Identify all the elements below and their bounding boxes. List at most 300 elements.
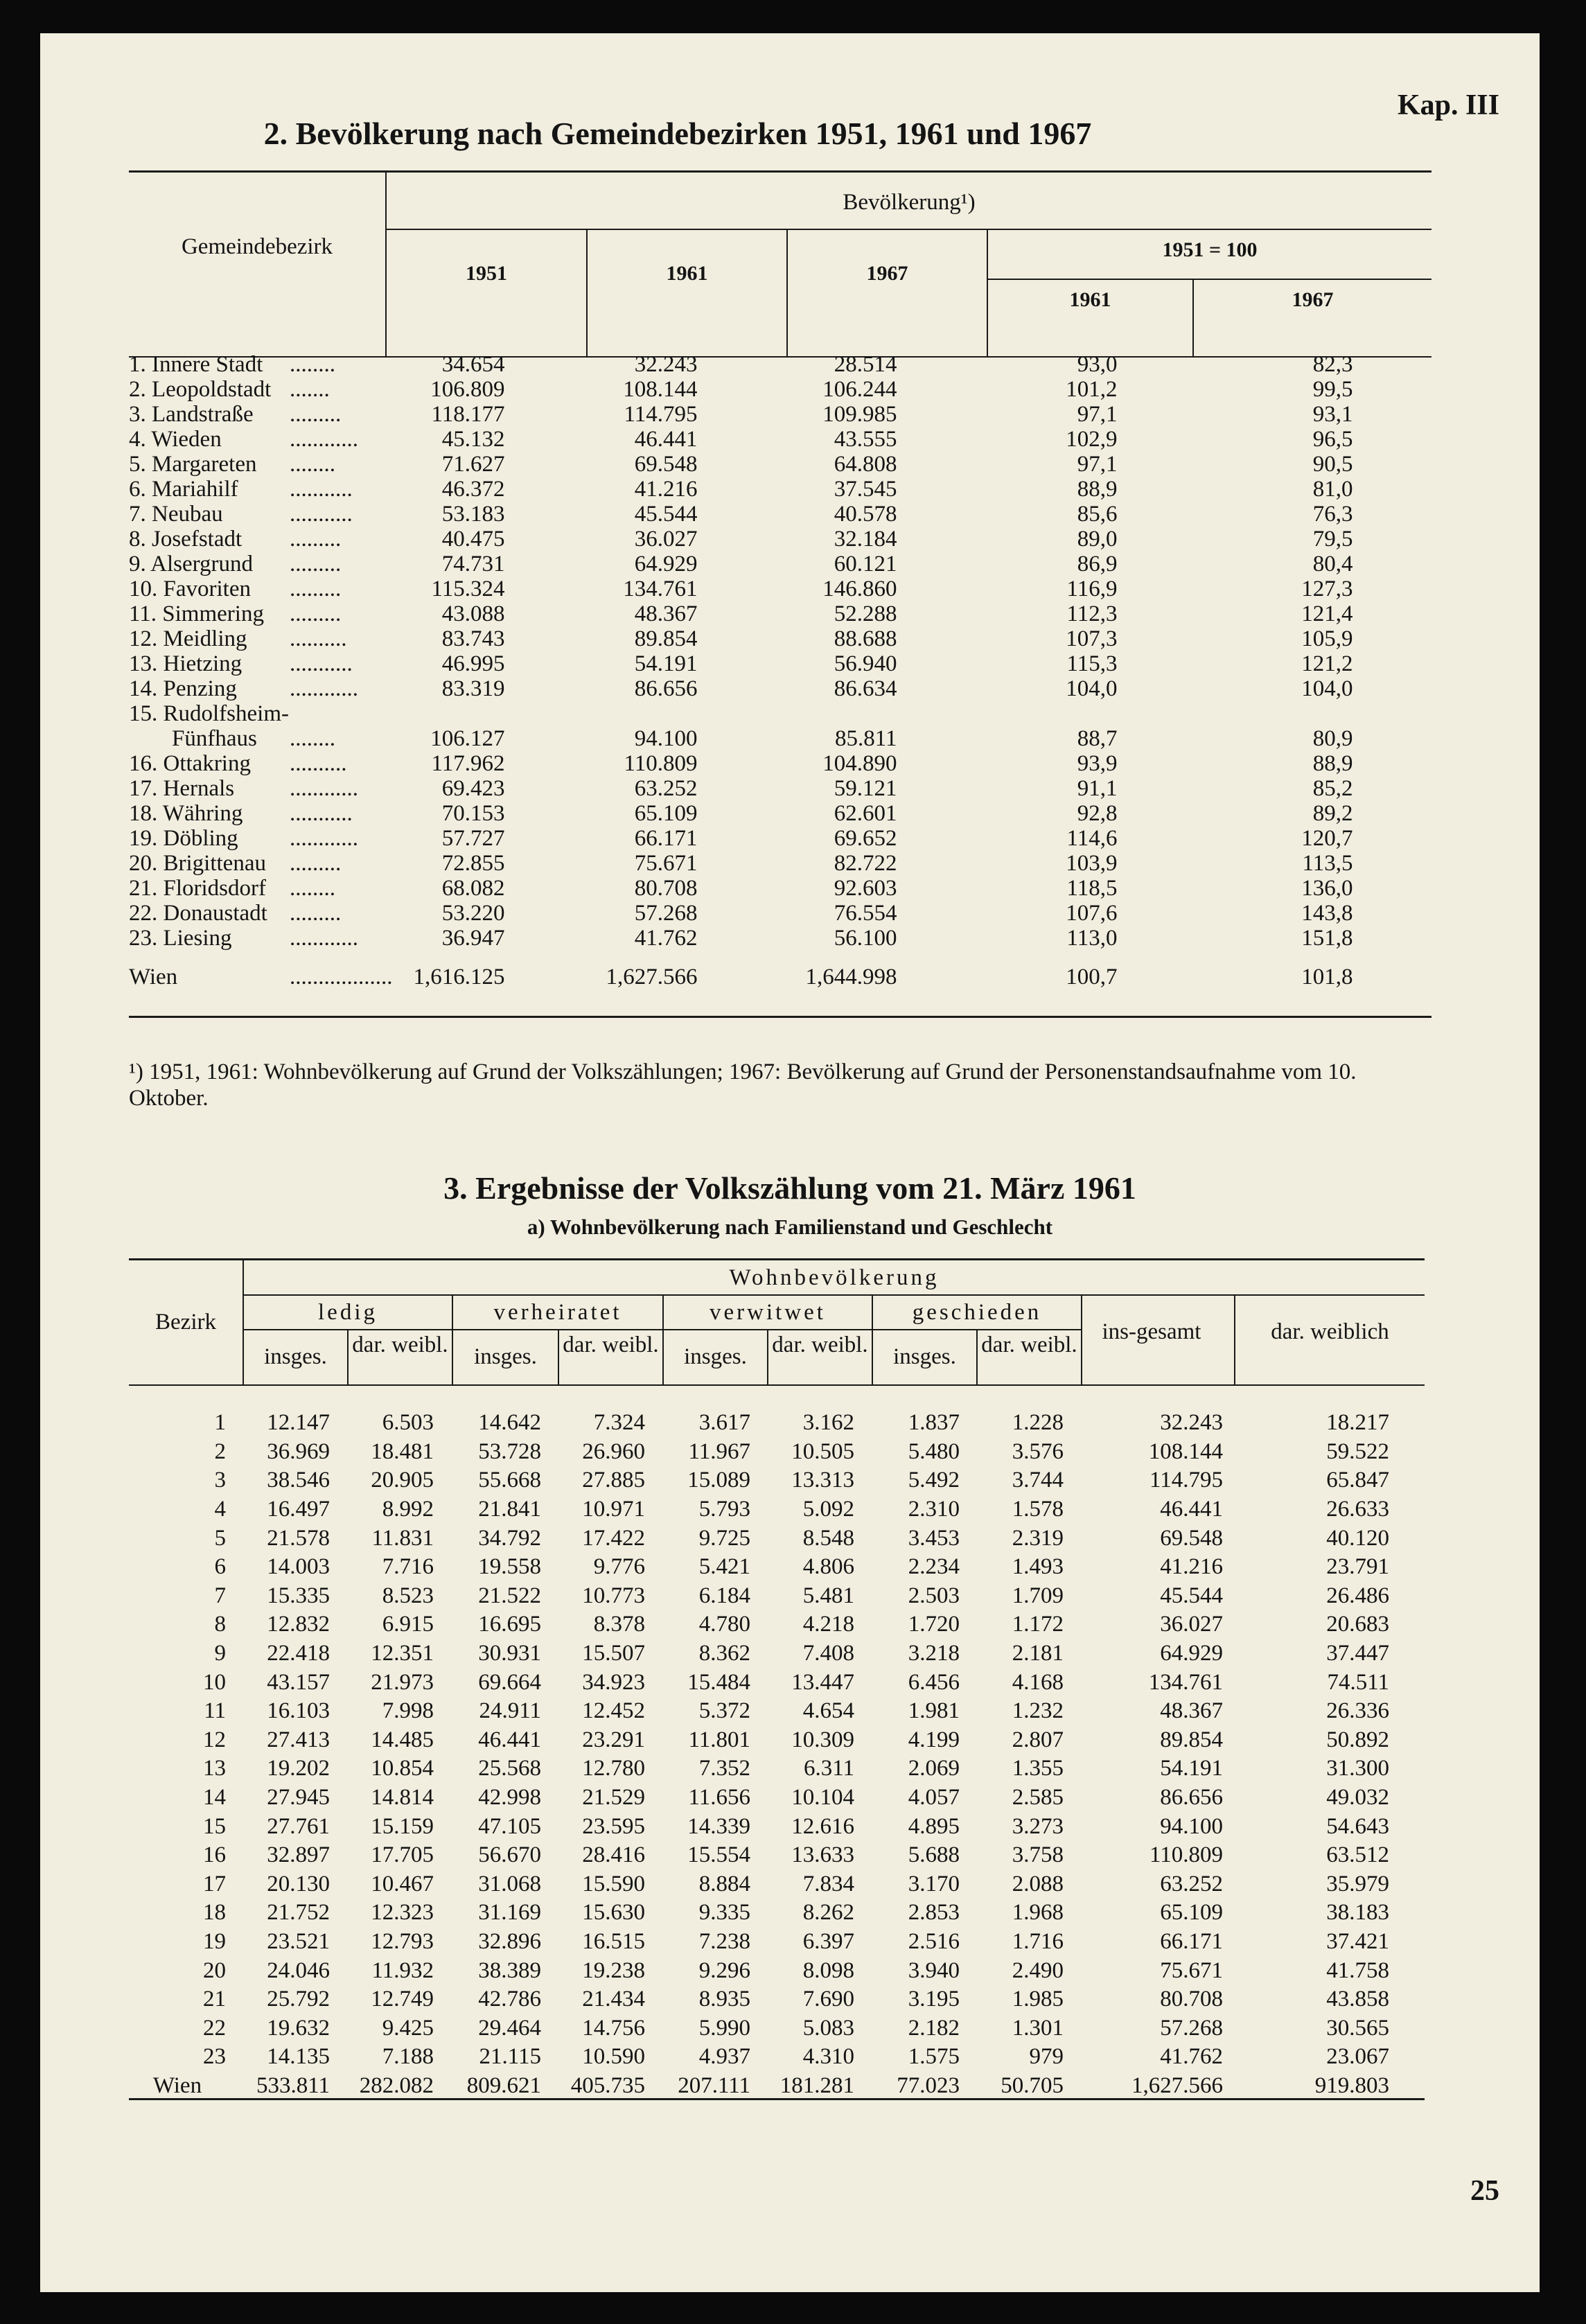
cell-i1967: 88,9	[1312, 751, 1353, 776]
table-row	[129, 876, 1353, 901]
cell-value: 7.408	[802, 1641, 854, 1666]
cell-value: 4.057	[908, 1785, 960, 1811]
cell-i1967: 101,8	[1301, 965, 1353, 989]
cell-value: 21.522	[478, 1583, 541, 1608]
cell-p1951	[393, 701, 505, 726]
cell-value: 16.497	[267, 1497, 330, 1522]
cell-dots: ............	[290, 427, 358, 452]
page-number: 25	[1470, 2175, 1499, 2207]
cell-p1967	[698, 701, 897, 726]
cell-p1967: 88.688	[834, 626, 897, 651]
cell-i1967: 90,5	[1312, 452, 1353, 477]
cell-value: 80.708	[1160, 1987, 1223, 2012]
cell-p1951: 40.475	[441, 527, 505, 552]
cell-i1961: 89,0	[1077, 527, 1118, 552]
cell-bezirk: 2	[214, 1438, 226, 1464]
cell-i1967: 93,1	[1312, 402, 1353, 427]
cell-value: 17.422	[582, 1525, 645, 1551]
table3-title: 3. Ergebnisse der Volkszählung vom 21. März 1961	[443, 1170, 1136, 1206]
cell-dots: .........	[290, 552, 342, 576]
cell-value: 6.184	[698, 1583, 750, 1608]
cell-value: 5.372	[698, 1698, 750, 1724]
cell-value: 12.323	[371, 1900, 434, 1926]
rule	[244, 1294, 1425, 1296]
cell-value: 6.397	[802, 1928, 854, 1954]
rule	[129, 2098, 1425, 2100]
cell-i1961: 97,1	[1077, 452, 1118, 477]
table-row	[129, 1726, 1389, 1755]
cell-bezirk: 5	[214, 1525, 226, 1551]
col-darweibl: dar. weibl.	[772, 1332, 868, 1357]
table-row	[129, 951, 1353, 989]
cell-name: 9. Alsergrund	[129, 552, 254, 576]
table-row	[129, 1870, 1389, 1899]
cell-p1967: 43.555	[834, 427, 897, 452]
cell-p1967: 56.940	[834, 651, 897, 676]
cell-i1967: 151,8	[1301, 926, 1353, 951]
cell-p1951: 106.127	[430, 726, 505, 751]
cell-p1967: 104.890	[822, 751, 897, 776]
cell-p1951: 69.423	[441, 776, 505, 801]
cell-value: 41.216	[1160, 1554, 1223, 1580]
cell-value: 43.157	[267, 1669, 330, 1695]
cell-value: 3.758	[1012, 1842, 1064, 1868]
cell-value: 12.616	[791, 1813, 854, 1839]
cell-value: 32.243	[1160, 1410, 1223, 1436]
cell-value: 405.735	[570, 2072, 645, 2098]
group-verwitwet: verwitwet	[710, 1300, 826, 1325]
cell-p1961: 1,627.566	[606, 965, 698, 989]
cell-value: 10.971	[582, 1497, 645, 1522]
cell-p1961: 114.795	[624, 402, 698, 427]
cell-value: 41.762	[1160, 2044, 1223, 2070]
cell-dots: ............	[290, 676, 358, 701]
cell-p1951: 45.132	[441, 427, 505, 452]
cell-dots: .......	[290, 377, 330, 402]
table-row	[129, 402, 1353, 427]
col-bezirk: Bezirk	[155, 1310, 216, 1335]
cell-value: 8.378	[593, 1612, 645, 1637]
cell-i1967: 89,2	[1312, 801, 1353, 826]
cell-value: 3.744	[1012, 1468, 1064, 1493]
cell-value: 66.171	[1160, 1928, 1223, 1954]
table-row	[129, 701, 1353, 726]
cell-value: 20.683	[1326, 1612, 1389, 1637]
cell-i1967: 82,3	[1312, 352, 1353, 377]
cell-value: 4.806	[802, 1554, 854, 1580]
cell-value: 3.576	[1012, 1438, 1064, 1464]
cell-bezirk: 3	[214, 1468, 226, 1493]
cell-value: 63.252	[1160, 1871, 1223, 1896]
cell-bezirk: 22	[203, 2015, 226, 2041]
cell-dots: ............	[290, 926, 358, 951]
cell-value: 9.725	[698, 1525, 750, 1551]
cell-name: 8. Josefstadt	[129, 527, 243, 552]
cell-value: 21.434	[582, 1987, 645, 2012]
table-row	[129, 552, 1353, 576]
cell-value: 46.441	[1160, 1497, 1223, 1522]
cell-value: 21.841	[478, 1497, 541, 1522]
cell-value: 75.671	[1160, 1957, 1223, 1983]
cell-value: 31.300	[1326, 1756, 1389, 1781]
cell-value: 36.969	[267, 1438, 330, 1464]
table-row	[129, 1812, 1389, 1841]
table-row	[129, 452, 1353, 477]
cell-value: 15.484	[687, 1669, 750, 1695]
cell-p1961: 94.100	[634, 726, 698, 751]
cell-value: 3.940	[908, 1957, 960, 1983]
cell-p1967: 146.860	[822, 576, 897, 601]
table-row	[129, 1985, 1389, 2014]
cell-p1961: 86.656	[634, 676, 698, 701]
col-index: 1951 = 100	[1162, 238, 1258, 261]
cell-value: 50.892	[1326, 1727, 1389, 1752]
cell-value: 19.632	[267, 2015, 330, 2041]
cell-value: 15.335	[267, 1583, 330, 1608]
cell-value: 15.159	[371, 1813, 434, 1839]
cell-p1967: 1,644.998	[805, 965, 897, 989]
col-1951: 1951	[466, 262, 507, 285]
cell-value: 10.505	[791, 1438, 854, 1464]
table-row	[129, 527, 1353, 552]
table-row	[129, 1553, 1389, 1582]
cell-value: 110.809	[1149, 1842, 1223, 1868]
cell-i1967: 80,4	[1312, 552, 1353, 576]
cell-name: 7. Neubau	[129, 502, 223, 527]
cell-value: 32.896	[478, 1928, 541, 1954]
cell-value: 23.791	[1326, 1554, 1389, 1580]
cell-p1951: 68.082	[441, 876, 505, 901]
cell-value: 27.761	[267, 1813, 330, 1839]
cell-value: 24.911	[479, 1698, 541, 1724]
cell-value: 15.590	[582, 1871, 645, 1896]
cell-value: 31.169	[478, 1900, 541, 1926]
cell-value: 6.456	[908, 1669, 960, 1695]
cell-value: 6.503	[382, 1410, 434, 1436]
cell-p1967: 82.722	[834, 851, 897, 876]
table-row	[129, 826, 1353, 851]
table3-subtitle: a) Wohnbevölkerung nach Familienstand und Geschlecht	[527, 1215, 1053, 1239]
cell-value: 21.115	[479, 2044, 541, 2070]
cell-p1951: 83.743	[441, 626, 505, 651]
cell-value: 20.905	[371, 1468, 434, 1493]
cell-p1961: 65.109	[634, 801, 698, 826]
cell-p1967: 92.603	[834, 876, 897, 901]
cell-value: 36.027	[1160, 1612, 1223, 1637]
cell-value: 13.447	[791, 1669, 854, 1695]
cell-value: 207.111	[678, 2072, 750, 2098]
cell-value: 1,627.566	[1131, 2072, 1223, 2098]
cell-i1967: 127,3	[1301, 576, 1353, 601]
cell-name: 10. Favoriten	[129, 576, 251, 601]
cell-value: 3.170	[908, 1871, 960, 1896]
table-row	[129, 576, 1353, 601]
table-row	[129, 776, 1353, 801]
cell-value: 7.324	[593, 1410, 645, 1436]
cell-value: 8.884	[698, 1871, 750, 1896]
cell-value: 6.311	[803, 1756, 854, 1781]
cell-value: 12.749	[371, 1987, 434, 2012]
cell-i1961: 97,1	[1077, 402, 1118, 427]
cell-value: 37.421	[1326, 1928, 1389, 1954]
cell-value: 26.486	[1326, 1583, 1389, 1608]
col-darweibl: dar. weibl.	[981, 1332, 1077, 1357]
cell-value: 48.367	[1160, 1698, 1223, 1724]
rule	[586, 229, 588, 358]
cell-value: 9.296	[698, 1957, 750, 1983]
cell-p1961: 75.671	[634, 851, 698, 876]
cell-name: 18. Währing	[129, 801, 243, 826]
col-insges: insges.	[893, 1344, 956, 1369]
cell-p1961: 134.761	[623, 576, 698, 601]
cell-value: 3.453	[908, 1525, 960, 1551]
table-row	[129, 377, 1353, 402]
cell-i1967: 121,4	[1301, 601, 1353, 626]
rule	[244, 1329, 1081, 1330]
cell-value: 7.690	[802, 1987, 854, 2012]
cell-dots: ..........	[290, 751, 347, 776]
cell-value: 65.109	[1160, 1900, 1223, 1926]
cell-name: 14. Penzing	[129, 676, 237, 701]
cell-value: 27.885	[582, 1468, 645, 1493]
rule	[129, 1016, 1431, 1018]
cell-value: 1.985	[1012, 1987, 1064, 2012]
cell-value: 37.447	[1326, 1641, 1389, 1666]
cell-value: 11.801	[688, 1727, 750, 1752]
cell-value: 3.218	[908, 1641, 960, 1666]
col-insgesamt: ins-gesamt	[1102, 1319, 1201, 1344]
cell-i1967: 85,2	[1312, 776, 1353, 801]
table-row	[129, 427, 1353, 452]
cell-value: 108.144	[1148, 1438, 1223, 1464]
cell-value: 65.847	[1326, 1468, 1389, 1493]
cell-name: 4. Wieden	[129, 427, 222, 452]
cell-value: 134.761	[1148, 1669, 1223, 1695]
cell-p1967: 109.985	[822, 402, 897, 427]
cell-value: 34.923	[582, 1669, 645, 1695]
cell-i1961: 93,9	[1077, 751, 1118, 776]
cell-name: 6. Mariahilf	[129, 477, 238, 502]
cell-value: 5.990	[698, 2015, 750, 2041]
table-row	[129, 1928, 1389, 1957]
cell-i1961: 101,2	[1066, 377, 1118, 402]
cell-dots: .........	[290, 527, 342, 552]
cell-value: 43.858	[1326, 1987, 1389, 2012]
rule	[129, 1258, 1425, 1260]
cell-value: 1.709	[1012, 1583, 1064, 1608]
cell-p1967: 62.601	[834, 801, 897, 826]
cell-name: Wien	[129, 965, 178, 989]
cell-p1961: 108.144	[623, 377, 698, 402]
cell-value: 10.467	[371, 1871, 434, 1896]
rule	[129, 1384, 1425, 1386]
cell-p1967: 85.811	[834, 726, 897, 751]
table-row	[129, 1668, 1389, 1697]
cell-value: 3.617	[698, 1410, 750, 1436]
cell-dots: .........	[290, 601, 342, 626]
cell-i1967: 99,5	[1312, 377, 1353, 402]
cell-value: 2.182	[908, 2015, 960, 2041]
cell-bezirk: 20	[203, 1957, 226, 1983]
cell-value: 38.389	[478, 1957, 541, 1983]
cell-name: 16. Ottakring	[129, 751, 251, 776]
col-population: Bevölkerung¹)	[843, 190, 976, 215]
cell-value: 1.578	[1012, 1497, 1064, 1522]
cell-p1967: 28.514	[834, 352, 897, 377]
cell-name: 22. Donaustadt	[129, 901, 267, 926]
cell-value: 12.780	[582, 1756, 645, 1781]
cell-i1961: 118,5	[1066, 876, 1118, 901]
table-row	[129, 1495, 1389, 1524]
cell-value: 7.352	[698, 1756, 750, 1781]
cell-i1961: 85,6	[1077, 502, 1118, 527]
table-row	[129, 2072, 1389, 2101]
cell-bezirk: 17	[203, 1871, 226, 1896]
cell-i1961: 102,9	[1066, 427, 1118, 452]
cell-value: 16.515	[582, 1928, 645, 1954]
cell-value: 25.568	[478, 1756, 541, 1781]
cell-p1961: 80.708	[634, 876, 698, 901]
cell-value: 2.490	[1012, 1957, 1064, 1983]
cell-value: 2.088	[1012, 1871, 1064, 1896]
table-row	[129, 1438, 1389, 1467]
cell-dots: ........	[290, 452, 335, 477]
cell-value: 2.503	[908, 1583, 960, 1608]
cell-value: 12.351	[371, 1641, 434, 1666]
cell-value: 5.083	[802, 2015, 854, 2041]
cell-value: 30.565	[1326, 2015, 1389, 2041]
cell-p1967: 69.652	[834, 826, 897, 851]
col-district: Gemeindebezirk	[181, 234, 333, 259]
cell-dots: ............	[290, 826, 358, 851]
col-darweiblich: dar. weiblich	[1271, 1319, 1389, 1344]
cell-i1961: 115,3	[1066, 651, 1118, 676]
cell-value: 4.937	[698, 2044, 750, 2070]
cell-dots: ........	[290, 876, 335, 901]
table-row	[129, 1899, 1389, 1928]
cell-bezirk: 13	[203, 1756, 226, 1781]
cell-value: 35.979	[1326, 1871, 1389, 1896]
cell-p1951: 118.177	[431, 402, 505, 427]
cell-i1967: 104,0	[1301, 676, 1353, 701]
cell-value: 8.992	[382, 1497, 434, 1522]
cell-i1961: 107,3	[1066, 626, 1118, 651]
cell-value: 2.310	[908, 1497, 960, 1522]
cell-value: 1.981	[908, 1698, 960, 1724]
cell-value: 7.716	[382, 1554, 434, 1580]
cell-value: 34.792	[478, 1525, 541, 1551]
cell-value: 114.795	[1149, 1468, 1223, 1493]
cell-p1951: 43.088	[441, 601, 505, 626]
cell-value: 18.481	[371, 1438, 434, 1464]
cell-value: 9.776	[593, 1554, 645, 1580]
cell-p1961: 36.027	[634, 527, 698, 552]
table-row	[129, 1610, 1389, 1639]
cell-value: 9.425	[382, 2015, 434, 2041]
col-darweibl: dar. weibl.	[563, 1332, 659, 1357]
cell-i1961: 93,0	[1077, 352, 1118, 377]
table-row	[129, 726, 1353, 751]
cell-value: 2.516	[908, 1928, 960, 1954]
cell-p1961: 110.809	[624, 751, 698, 776]
cell-name: 23. Liesing	[129, 926, 232, 951]
cell-value: 2.181	[1012, 1641, 1064, 1666]
cell-p1951: 106.809	[430, 377, 505, 402]
table-row	[129, 477, 1353, 502]
table-row	[129, 1697, 1389, 1726]
cell-value: 31.068	[478, 1871, 541, 1896]
cell-bezirk: 6	[214, 1554, 226, 1580]
cell-p1967: 32.184	[834, 527, 897, 552]
col-1967: 1967	[866, 262, 908, 285]
cell-value: 1.968	[1012, 1900, 1064, 1926]
cell-dots: ..........	[290, 626, 347, 651]
cell-name: 3. Landstraße	[129, 402, 254, 427]
cell-value: 64.929	[1160, 1641, 1223, 1666]
cell-value: 181.281	[779, 2072, 854, 2098]
table-row	[129, 1956, 1389, 1985]
cell-value: 77.023	[897, 2072, 960, 2098]
cell-p1961: 48.367	[634, 601, 698, 626]
table-row	[129, 1582, 1389, 1611]
cell-value: 63.512	[1326, 1842, 1389, 1868]
cell-value: 5.092	[802, 1497, 854, 1522]
cell-value: 4.218	[802, 1612, 854, 1637]
cell-i1967: 105,9	[1301, 626, 1353, 651]
rule	[387, 229, 1431, 230]
cell-name: 19. Döbling	[129, 826, 238, 851]
cell-value: 23.595	[582, 1813, 645, 1839]
cell-value: 23.521	[267, 1928, 330, 1954]
cell-p1951: 1,616.125	[413, 965, 505, 989]
cell-dots: ...........	[290, 801, 353, 826]
table2-body	[129, 352, 1353, 989]
cell-value: 54.643	[1326, 1813, 1389, 1839]
cell-i1961: 88,9	[1077, 477, 1118, 502]
cell-value: 55.668	[478, 1468, 541, 1493]
cell-value: 1.232	[1012, 1698, 1064, 1724]
cell-value: 5.492	[908, 1468, 960, 1493]
cell-p1951: 117.962	[431, 751, 505, 776]
cell-value: 2.319	[1012, 1525, 1064, 1551]
cell-value: 8.362	[698, 1641, 750, 1666]
cell-i1961: 92,8	[1077, 801, 1118, 826]
cell-name: 12. Meidling	[129, 626, 247, 651]
table-row	[129, 1754, 1389, 1784]
cell-p1967: 37.545	[834, 477, 897, 502]
table-row	[129, 1639, 1389, 1669]
cell-p1961: 66.171	[634, 826, 698, 851]
cell-bezirk: 23	[203, 2044, 226, 2070]
rule	[786, 229, 788, 358]
cell-p1967: 59.121	[834, 776, 897, 801]
cell-p1967: 86.634	[834, 676, 897, 701]
col-idx1961: 1961	[1069, 288, 1111, 311]
cell-bezirk: 8	[214, 1612, 226, 1637]
cell-value: 14.339	[687, 1813, 750, 1839]
cell-value: 533.811	[256, 2072, 330, 2098]
cell-value: 979	[1029, 2044, 1064, 2070]
cell-p1961: 64.929	[634, 552, 698, 576]
cell-value: 10.590	[582, 2044, 645, 2070]
cell-bezirk: 19	[203, 1928, 226, 1954]
cell-value: 5.480	[908, 1438, 960, 1464]
cell-value: 26.633	[1326, 1497, 1389, 1522]
cell-dots	[290, 701, 393, 726]
cell-i1961: 88,7	[1077, 726, 1118, 751]
cell-value: 4.654	[802, 1698, 854, 1724]
rule	[988, 279, 1431, 280]
